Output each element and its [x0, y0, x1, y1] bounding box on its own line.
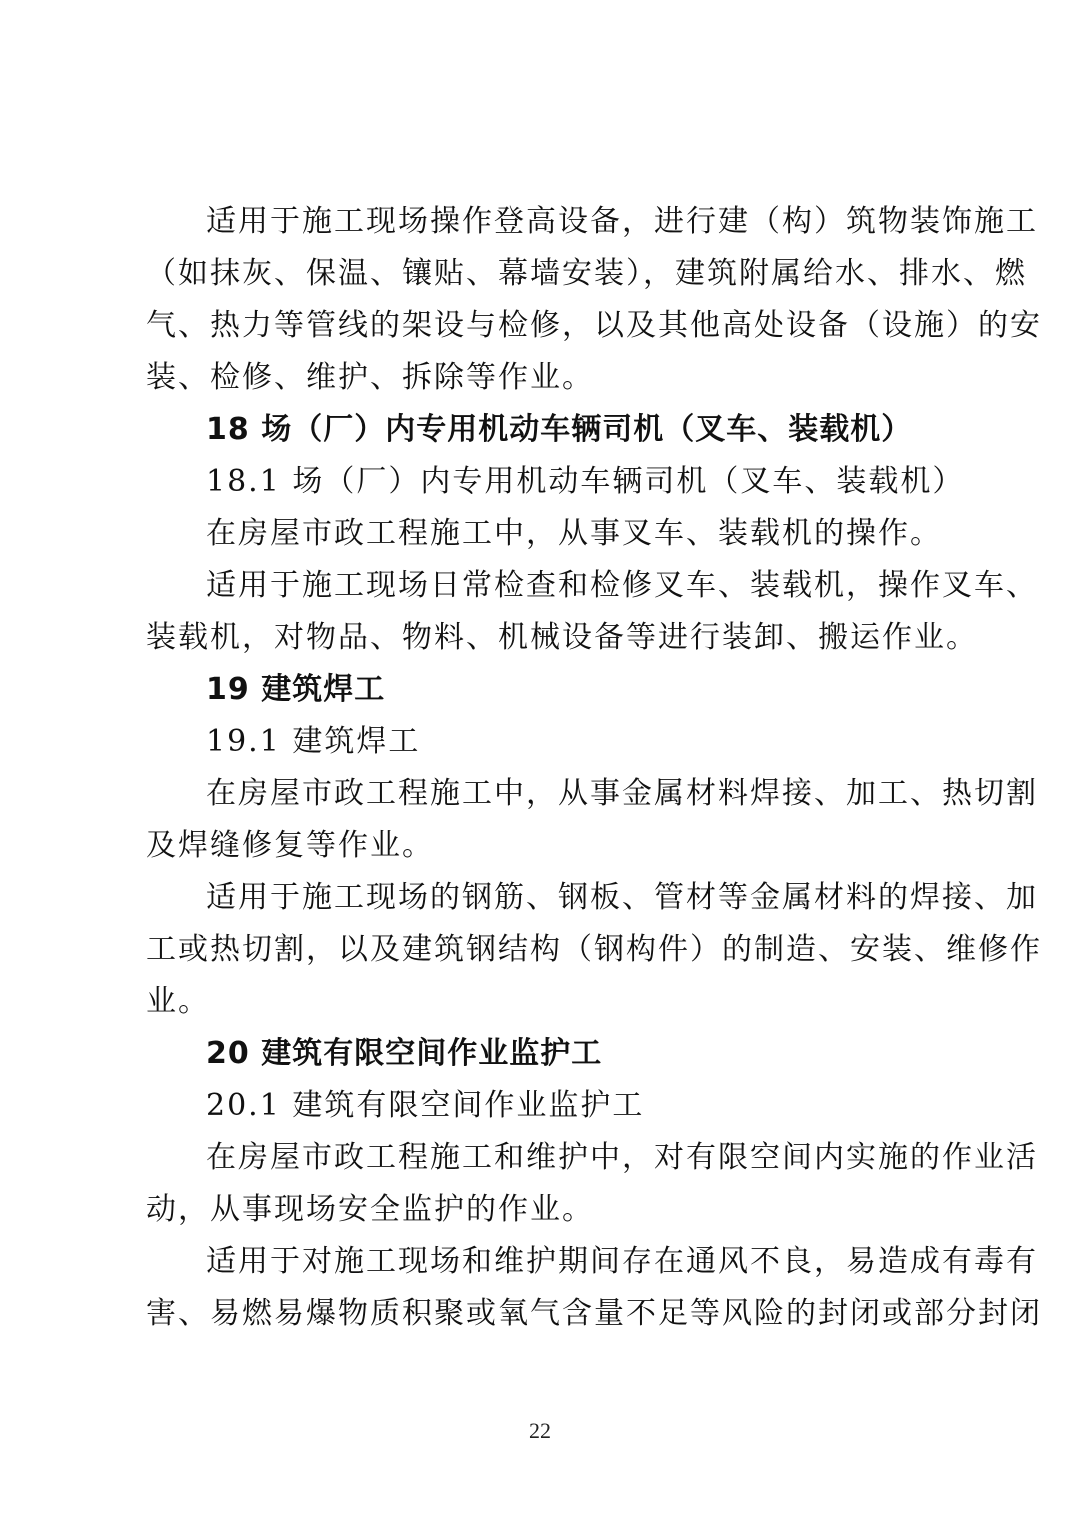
paragraph-line: 装载机，对物品、物料、机械设备等进行装卸、搬运作业。	[146, 620, 978, 655]
paragraph-line: 及焊缝修复等作业。	[146, 828, 434, 863]
paragraph-line: 适用于施工现场日常检查和检修叉车、装载机，操作叉车、	[206, 568, 1038, 603]
document-body	[146, 196, 1042, 1340]
paragraph-line: 在房屋市政工程施工中，从事金属材料焊接、加工、热切割	[206, 776, 1038, 811]
paragraph-line: 工或热切割，以及建筑钢结构（钢构件）的制造、安装、维修作	[146, 932, 1042, 967]
paragraph-line: 气、热力等管线的架设与检修，以及其他高处设备（设施）的安	[146, 308, 1042, 343]
section-heading-18: 18 场（厂）内专用机动车辆司机（叉车、装载机）	[206, 412, 913, 447]
page-number: 22	[529, 1418, 551, 1443]
subsection-heading-18-1: 18.1 场（厂）内专用机动车辆司机（叉车、装载机）	[206, 464, 965, 499]
paragraph-line: 适用于施工现场操作登高设备，进行建（构）筑物装饰施工	[206, 204, 1038, 239]
paragraph-line: 害、易燃易爆物质积聚或氧气含量不足等风险的封闭或部分封闭	[146, 1296, 1042, 1331]
paragraph-line: 在房屋市政工程施工和维护中，对有限空间内实施的作业活	[206, 1140, 1038, 1175]
paragraph-line: 适用于施工现场的钢筋、钢板、管材等金属材料的焊接、加	[206, 880, 1038, 915]
paragraph-line: 业。	[146, 984, 210, 1019]
section-heading-20: 20 建筑有限空间作业监护工	[206, 1036, 603, 1071]
section-heading-19: 19 建筑焊工	[206, 672, 386, 707]
paragraph-line: （如抹灰、保温、镶贴、幕墙安装），建筑附属给水、排水、燃	[146, 256, 1027, 291]
paragraph-line: 动，从事现场安全监护的作业。	[146, 1192, 594, 1227]
paragraph-line: 适用于对施工现场和维护期间存在通风不良，易造成有毒有	[206, 1244, 1038, 1279]
subsection-heading-19-1: 19.1 建筑焊工	[206, 724, 421, 759]
subsection-heading-20-1: 20.1 建筑有限空间作业监护工	[206, 1088, 645, 1123]
paragraph-line: 装、检修、维护、拆除等作业。	[146, 360, 594, 395]
paragraph-line: 在房屋市政工程施工中，从事叉车、装载机的操作。	[206, 516, 942, 551]
